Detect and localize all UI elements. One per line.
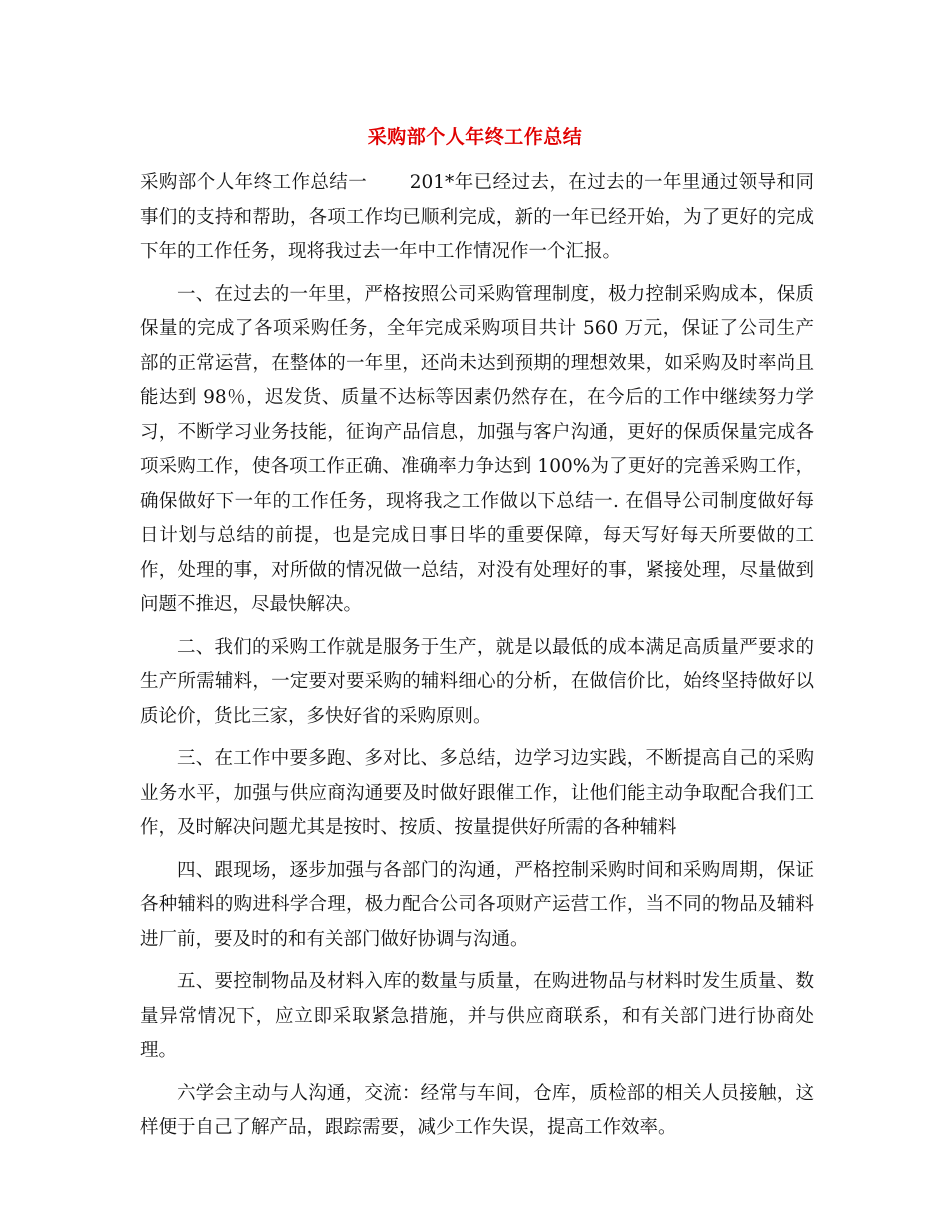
intro-paragraph bbox=[140, 166, 814, 270]
paragraph-3: 三、在工作中要多跑、多对比、多总结，边学习边实践，不断提高自己的采购业务水平，加强与供应商沟通要及时做好跟催工作，让他们能主动争取配合我们工作，及时解决问题尤其是按时、按质、按量提供好所需的各种辅料 bbox=[140, 748, 814, 838]
intro-text: 201*年已经过去，在过去的一年里通过领导和同事们的支持和帮助，各项工作均已顺利完成，新的一年已经开始，为了更好的完成下年的工作任务，现将我过去一年中工作情况作一个汇报。 bbox=[140, 172, 814, 262]
paragraph-2: 二、我们的采购工作就是服务于生产，就是以最低的成本满足高质量严要求的生产所需辅料，一定要对要采购的辅料细心的分析，在做信价比，始终坚持做好以质论价，货比三家，多快好省的采购原则。 bbox=[140, 636, 814, 727]
paragraph-6: 六学会主动与人沟通，交流：经常与车间，仓库，质检部的相关人员接触，这样便于自己了解产品，跟踪需要，减少工作失误，提高工作效率。 bbox=[140, 1082, 814, 1138]
document-body bbox=[140, 166, 814, 1154]
intro-heading: 采购部个人年终工作总结一 bbox=[140, 172, 368, 193]
paragraph-5: 五、要控制物品及材料入库的数量与质量，在购进物品与材料时发生质量、数量异常情况下，应立即采取紧急措施，并与供应商联系，和有关部门进行协商处理。 bbox=[140, 971, 814, 1061]
paragraph-1: 一、在过去的一年里，严格按照公司采购管理制度，极力控制采购成本，保质保量的完成了各项采购任务，全年完成采购项目共计 560 万元，保证了公司生产部的正常运营，在整体的一年里，还尚未达到预期的理想效果，如采购及时率尚且能达到 98％，迟发货、质量不达标等因素仍然存在，在今后的工作中继续努力学习，不断学习业务技能，征询产品信息，加强与客户沟通，更好的保质保量完成各项采购工作，使各项工作正确、准确率力争达到 100%为了更好的完善采购工作，确保做好下一年的工作任务，现将我之工作做以下总结一. 在倡导公司制度做好每日计划与总结的前提，也是完成日事日毕的重要保障，每天写好每天所要做的工作，处理的事，对所做的情况做一总结，对没有处理好的事，紧接处理，尽量做到问题不推迟，尽最快解决。 bbox=[140, 283, 814, 615]
paragraph-4: 四、跟现场，逐步加强与各部门的沟通，严格控制采购时间和采购周期，保证各种辅料的购进科学合理，极力配合公司各项财产运营工作，当不同的物品及辅料进厂前，要及时的和有关部门做好协调与沟通。 bbox=[140, 859, 814, 950]
page-title: 采购部个人年终工作总结 bbox=[367, 126, 583, 148]
